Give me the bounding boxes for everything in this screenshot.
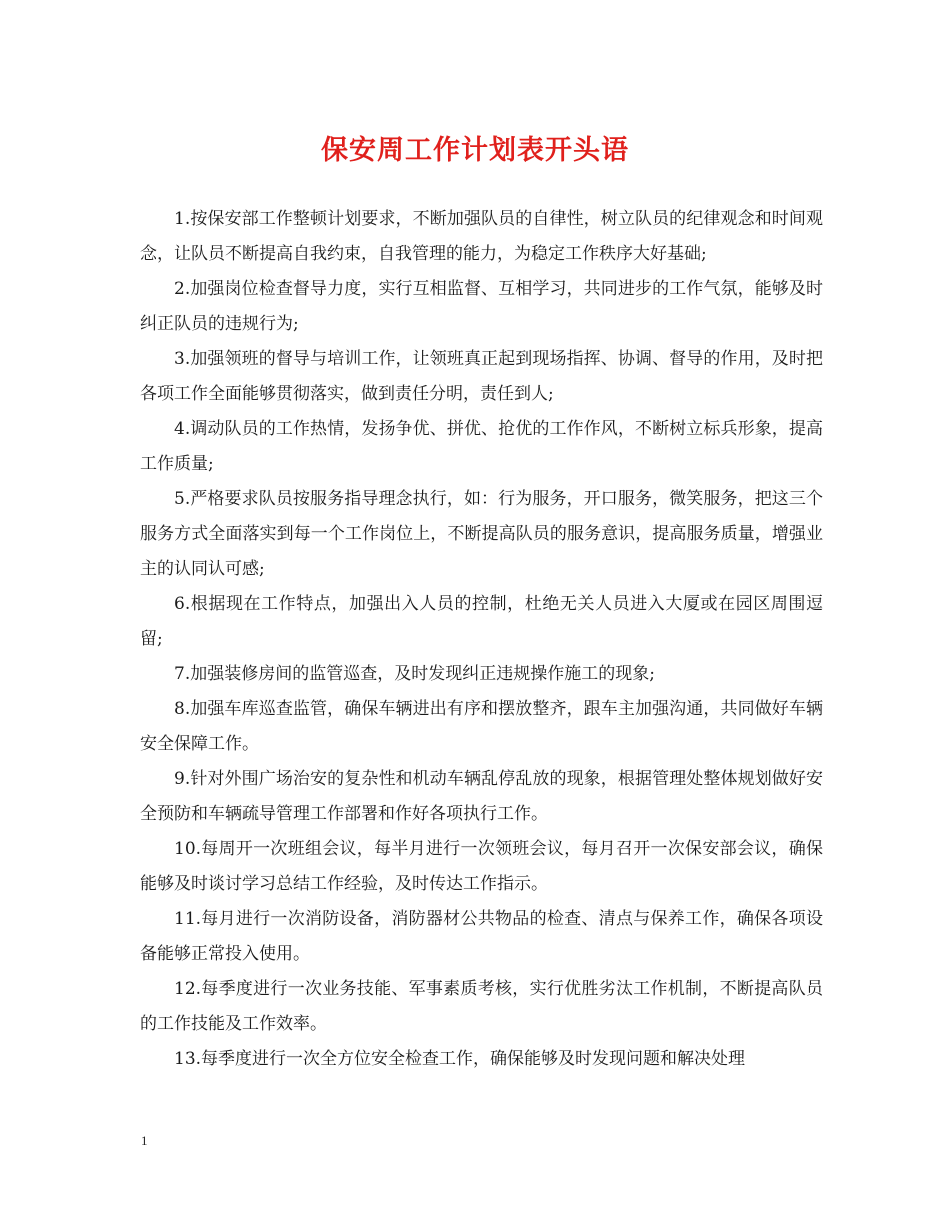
document-body (140, 202, 823, 1077)
paragraph-11: 11.每月进行一次消防设备，消防器材公共物品的检查、清点与保养工作，确保各项设备能够正常投入使用。 (140, 909, 823, 964)
paragraph-1: 1.按保安部工作整顿计划要求，不断加强队员的自律性，树立队员的纪律观念和时间观念，让队员不断提高自我约束，自我管理的能力，为稳定工作秩序大好基础; (140, 209, 823, 264)
paragraph-5: 5.严格要求队员按服务指导理念执行，如：行为服务，开口服务，微笑服务，把这三个服务方式全面落实到每一个工作岗位上，不断提高队员的服务意识，提高服务质量，增强业主的认同认可感; (140, 489, 823, 579)
paragraph-9: 9.针对外围广场治安的复杂性和机动车辆乱停乱放的现象，根据管理处整体规划做好安全预防和车辆疏导管理工作部署和作好各项执行工作。 (140, 769, 823, 824)
paragraph-13: 13.每季度进行一次全方位安全检查工作，确保能够及时发现问题和解决处理 (174, 1049, 746, 1069)
paragraph-10: 10.每周开一次班组会议，每半月进行一次领班会议，每月召开一次保安部会议，确保能够及时谈讨学习总结工作经验，及时传达工作指示。 (140, 839, 823, 894)
paragraph-6: 6.根据现在工作特点，加强出入人员的控制，杜绝无关人员进入大厦或在园区周围逗留; (140, 594, 823, 649)
paragraph-4: 4.调动队员的工作热情，发扬争优、拼优、抢优的工作作风，不断树立标兵形象，提高工作质量; (140, 419, 823, 474)
paragraph-7: 7.加强装修房间的监管巡查，及时发现纠正违规操作施工的现象; (174, 664, 655, 684)
paragraph-2: 2.加强岗位检查督导力度，实行互相监督、互相学习，共同进步的工作气氛，能够及时纠正队员的违规行为; (140, 279, 823, 334)
paragraph-12: 12.每季度进行一次业务技能、军事素质考核，实行优胜劣汰工作机制，不断提高队员的工作技能及工作效率。 (140, 979, 823, 1034)
paragraph-8: 8.加强车库巡查监管，确保车辆进出有序和摆放整齐，跟车主加强沟通，共同做好车辆安全保障工作。 (140, 699, 823, 754)
document-title: 保安周工作计划表开头语 (321, 135, 629, 166)
paragraph-3: 3.加强领班的督导与培训工作，让领班真正起到现场指挥、协调、督导的作用，及时把各项工作全面能够贯彻落实，做到责任分明，责任到人; (140, 349, 823, 404)
page-number: 1 (141, 1133, 148, 1148)
